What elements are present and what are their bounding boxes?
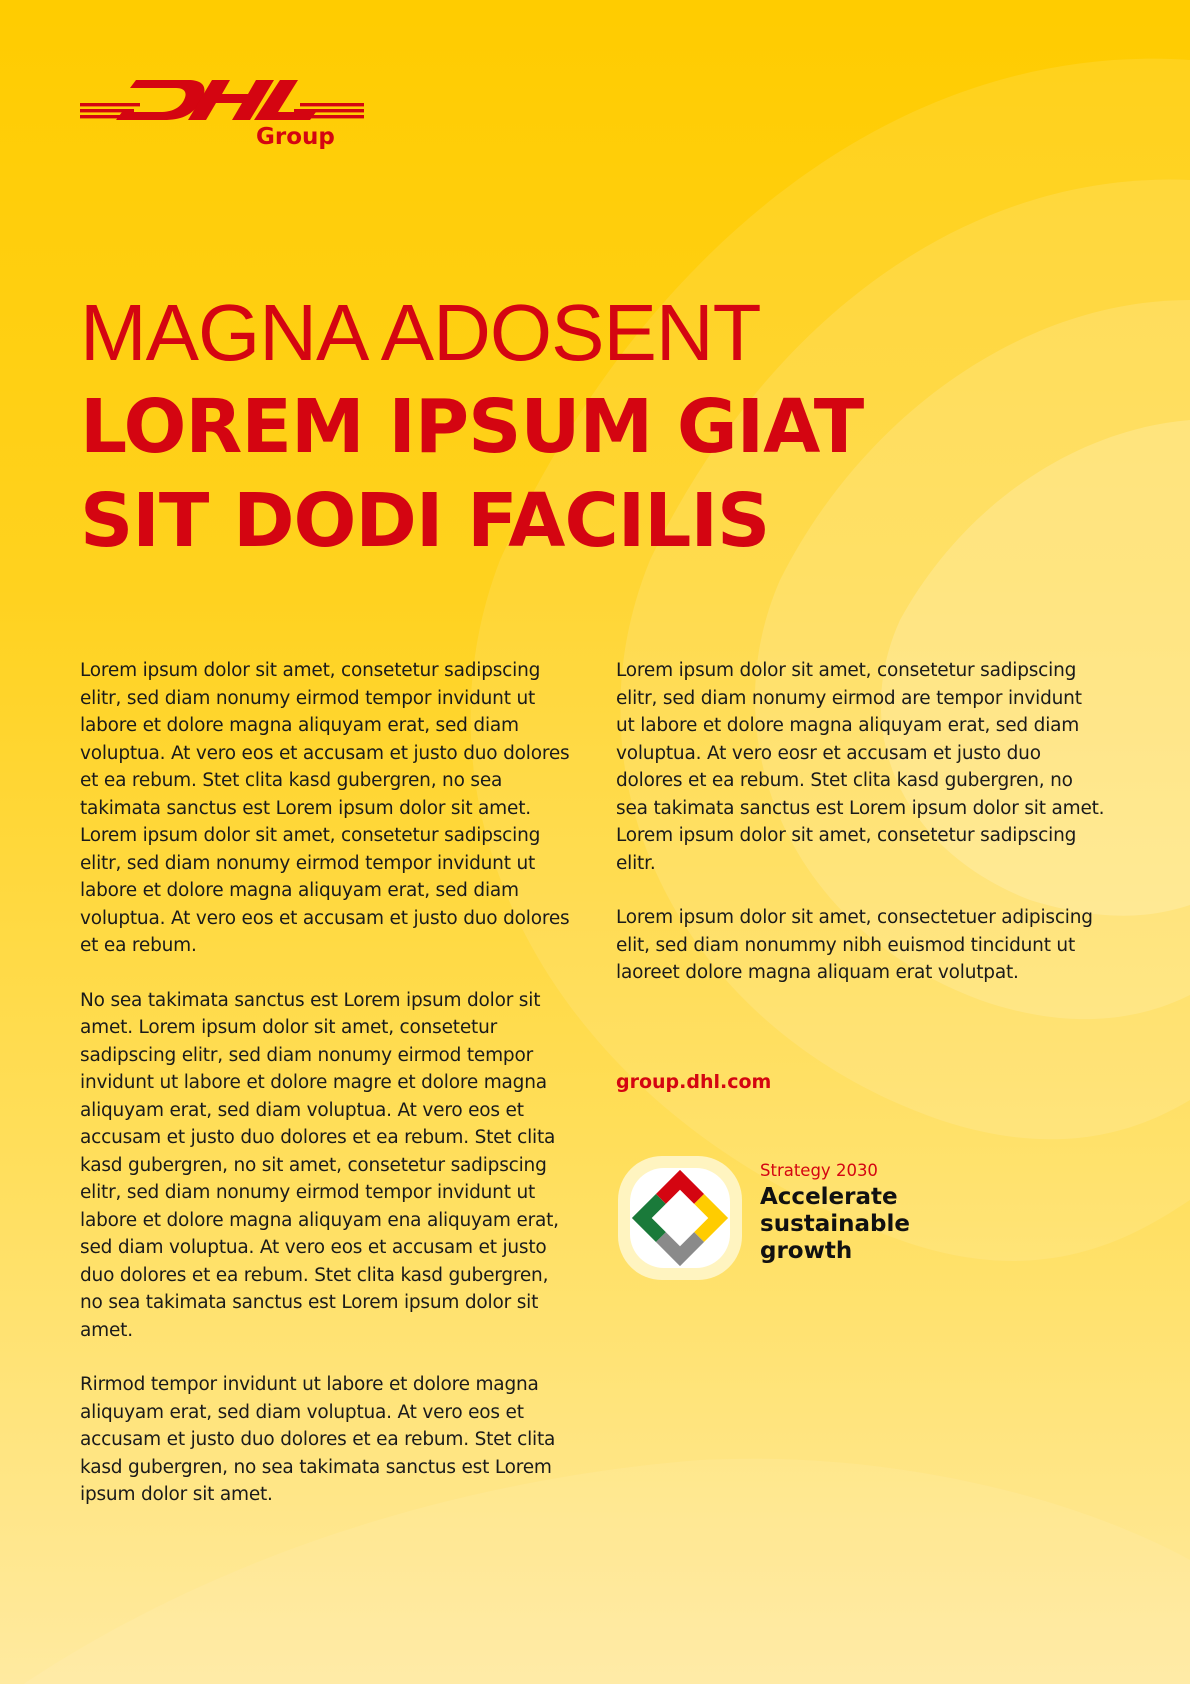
headline-line-2: LOREM IPSUM GIAT — [80, 384, 864, 470]
strategy-2030-icon — [612, 1150, 748, 1286]
left-column — [80, 657, 570, 1536]
strategy-label: Strategy 2030 — [760, 1161, 878, 1180]
tagline-line-1: Accelerate — [760, 1184, 898, 1210]
dhl-group-logo — [80, 76, 364, 156]
right-paragraph-1: Lorem ipsum dolor sit amet, consetetur sadipscing elitr, sed diam nonumy eirmod are tempor invidunt ut labore et dolore magna aliquyam erat, sed diam voluptua. At vero eosr et accusam et justo duo dolores et ea rebum. Stet clita kasd gubergren, no sea takimata sanctus est Lorem ipsum dolor sit amet. Lorem ipsum dolor sit amet, consetetur sadipscing elitr. — [616, 660, 1105, 874]
headline-line-1: MAGNA ADOSENT — [80, 288, 761, 377]
left-paragraph-1: Lorem ipsum dolor sit amet, consetetur sadipscing elitr, sed diam nonumy eirmod tempor invidunt ut labore et dolore magna aliquyam erat, sed diam voluptua. At vero eos et accusam et justo duo dolores et ea rebum. Stet clita kasd gubergren, no sea takimata sanctus est Lorem ipsum dolor sit amet. Lorem ipsum dolor sit amet, consetetur sadipscing elitr, sed diam nonumy eirmod tempor invidunt ut labore et dolore magna aliquyam erat, sed diam voluptua. At vero eos et accusam et justo duo dolores et ea rebum. — [80, 660, 570, 956]
headline — [80, 286, 1080, 568]
logo-group-text: Group — [256, 124, 335, 150]
strategy-block — [760, 1160, 1020, 1265]
right-paragraph-2: Lorem ipsum dolor sit amet, consectetuer adipiscing elit, sed diam nonummy nibh euismod tincidunt ut laoreet dolore magna aliquam erat volutpat. — [616, 907, 1093, 983]
headline-line-3: SIT DODI FACILIS — [80, 478, 770, 564]
tagline-line-3: growth — [760, 1238, 853, 1264]
tagline-line-2: sustainable — [760, 1211, 910, 1237]
right-column — [616, 657, 1106, 1014]
left-paragraph-2: No sea takimata sanctus est Lorem ipsum dolor sit amet. Lorem ipsum dolor sit amet, consetetur sadipscing elitr, sed diam nonumy eirmod tempor invidunt ut labore et dolore magre et dolore magna aliquyam erat, sed diam voluptua. At vero eos et accusam et justo duo dolores et ea rebum. Stet clita kasd gubergren, no sit amet, consetetur sadipscing elitr, sed diam nonumy eirmod tempor invidunt ut labore et dolore magna aliquyam ena aliquyam erat, sed diam voluptua. At vero eos et accusam et justo duo dolores et ea rebum. Stet clita kasd gubergren, no sea takimata sanctus est Lorem ipsum dolor sit amet. — [80, 989, 559, 1341]
website-link[interactable]: group.dhl.com — [616, 1071, 772, 1093]
left-paragraph-3: Rirmod tempor invidunt ut labore et dolore magna aliquyam erat, sed diam voluptua. At vero eos et accusam et justo duo dolores et ea rebum. Stet clita kasd gubergren, no sea takimata sanctus est Lorem ipsum dolor sit amet. — [80, 1374, 556, 1505]
strategy-tagline — [760, 1184, 1020, 1265]
dhl-logo-mark — [80, 76, 364, 124]
